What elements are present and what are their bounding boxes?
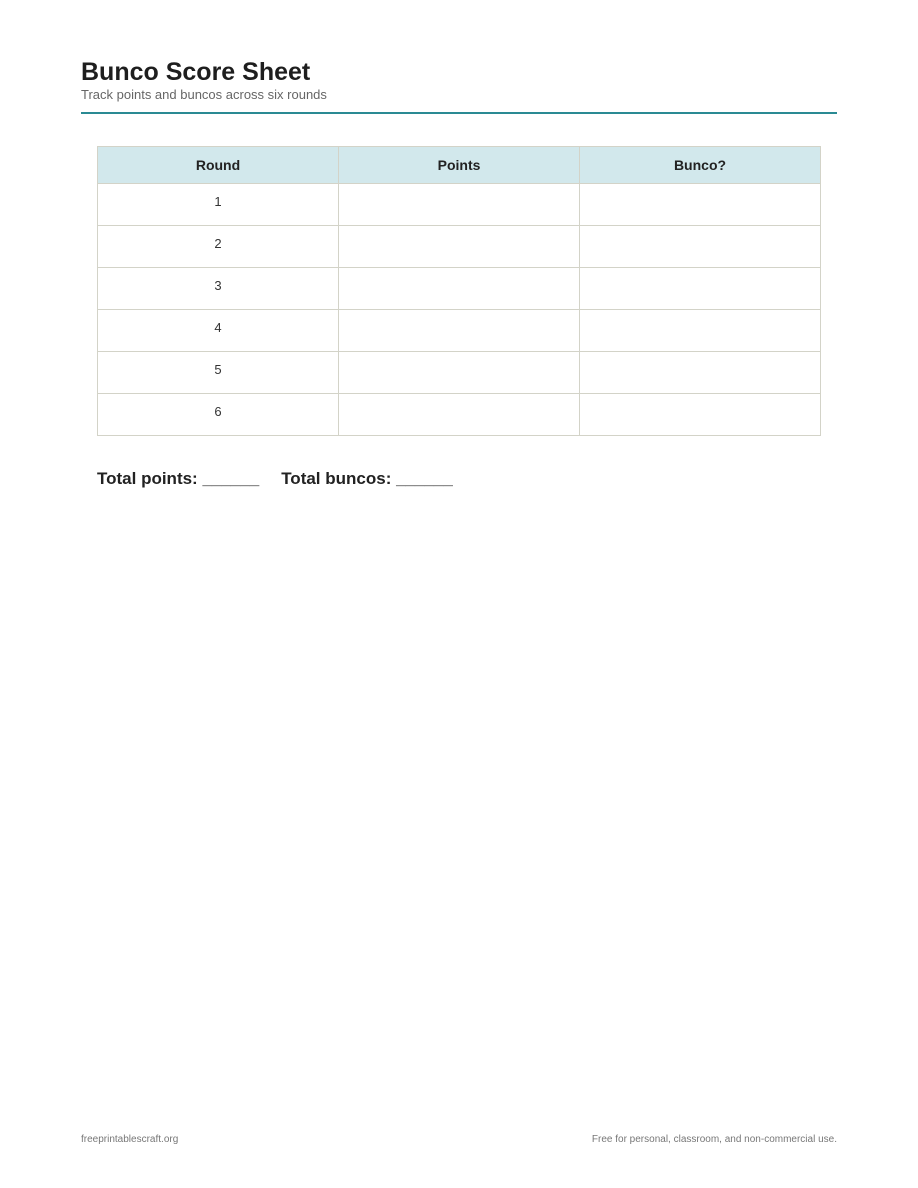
table-row xyxy=(98,226,821,268)
totals-line xyxy=(97,469,475,489)
table-row xyxy=(98,394,821,436)
bunco-cell[interactable] xyxy=(580,226,821,268)
points-cell[interactable] xyxy=(339,310,580,352)
round-cell: 6 xyxy=(98,394,339,436)
table-row xyxy=(98,352,821,394)
round-cell: 2 xyxy=(98,226,339,268)
round-cell: 3 xyxy=(98,268,339,310)
bunco-cell[interactable] xyxy=(580,184,821,226)
table-header-row xyxy=(98,147,821,184)
page-title: Bunco Score Sheet xyxy=(81,58,311,86)
bunco-cell[interactable] xyxy=(580,268,821,310)
round-cell: 1 xyxy=(98,184,339,226)
column-header-points: Points xyxy=(339,147,580,184)
points-cell[interactable] xyxy=(339,352,580,394)
total-buncos-label: Total buncos: ______ xyxy=(281,469,453,488)
page-subtitle: Track points and buncos across six rounds xyxy=(81,87,327,102)
points-cell[interactable] xyxy=(339,268,580,310)
table-row xyxy=(98,268,821,310)
bunco-cell[interactable] xyxy=(580,352,821,394)
bunco-cell[interactable] xyxy=(580,310,821,352)
total-points-label: Total points: ______ xyxy=(97,469,260,488)
bunco-cell[interactable] xyxy=(580,394,821,436)
page-header xyxy=(81,57,837,114)
score-table xyxy=(97,146,821,436)
points-cell[interactable] xyxy=(339,184,580,226)
footer-site: freeprintablescraft.org xyxy=(81,1134,179,1145)
points-cell[interactable] xyxy=(339,226,580,268)
column-header-bunco: Bunco? xyxy=(580,147,821,184)
round-cell: 4 xyxy=(98,310,339,352)
column-header-round: Round xyxy=(98,147,339,184)
footer-license-note: Free for personal, classroom, and non-commercial use. xyxy=(591,1134,837,1145)
points-cell[interactable] xyxy=(339,394,580,436)
table-row xyxy=(98,184,821,226)
table-row xyxy=(98,310,821,352)
round-cell: 5 xyxy=(98,352,339,394)
